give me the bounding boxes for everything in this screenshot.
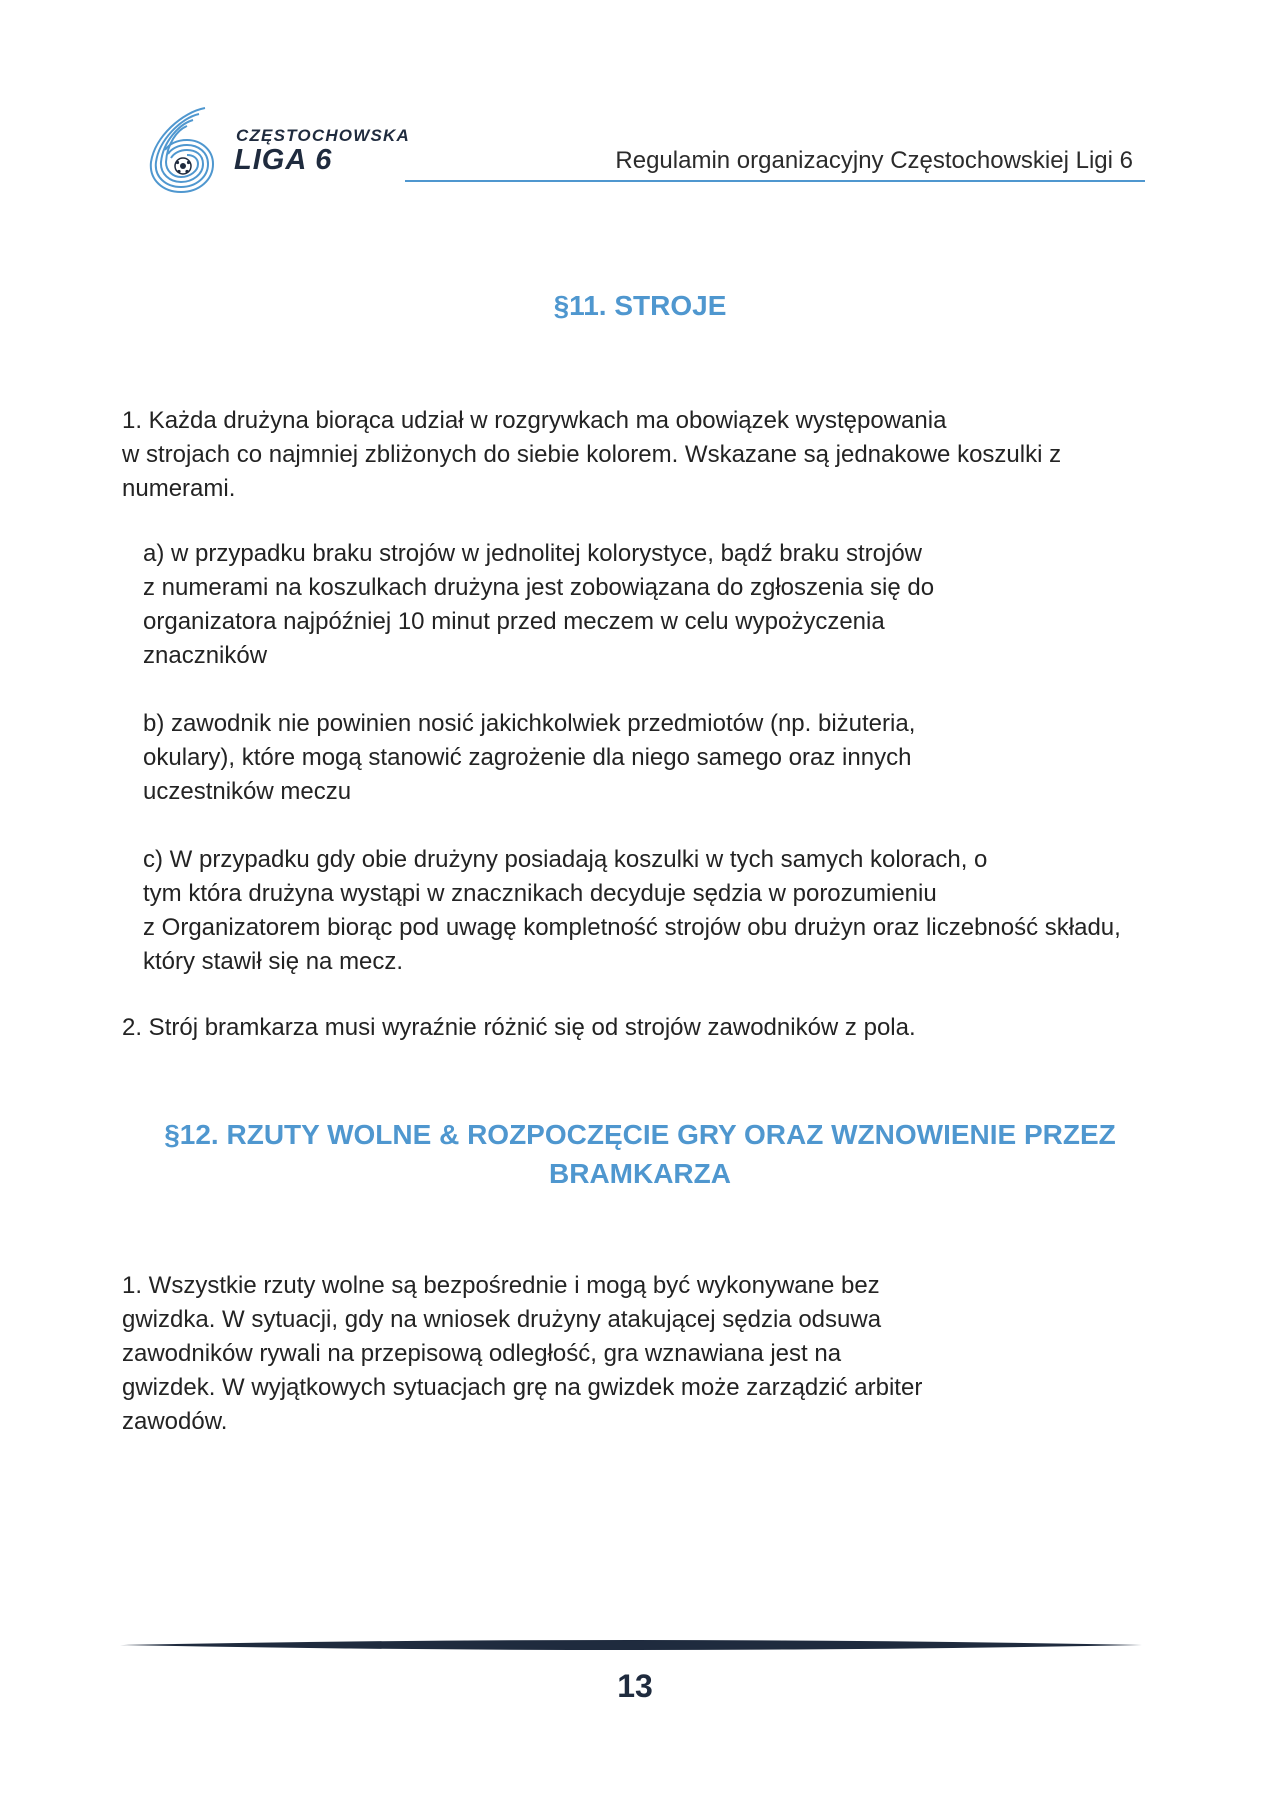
header-divider [405,180,1145,182]
section-11-paragraph-2: 2. Strój bramkarza musi wyraźnie różnić się od strojów zawodników z pola. [122,1014,916,1041]
section-11-paragraph-1: 1. Każda drużyna biorąca udział w rozgrywkach ma obowiązek występowania w strojach co najmniej zbliżonych do siebie kolorem. Wskazane są jednakowe koszulki z numerami. [122,407,1062,502]
document-title: Regulamin organizacyjny Częstochowskiej Ligi 6 [615,147,1133,174]
section-12-paragraph-1: 1. Wszystkie rzuty wolne są bezpośrednie i mogą być wykonywane bez gwizdka. W sytuacji, gdy na wniosek drużyny atakującej sędzia odsuwa zawodników rywali na przepisową odległość, gra wznawiana jest na gwizdek. W wyjątkowych sytuacjach grę na gwizdek może zarządzić arbiter zawodów. [122,1272,923,1435]
section-11-point-c: c) W przypadku gdy obie drużyny posiadają koszulki w tych samych kolorach, o tym która drużyna wystąpi w znacznikach decyduje sędzia w porozumieniu z Organizatorem biorąc pod uwagę kompletność strojów obu drużyn oraz liczebność składu, który stawił się na mecz. [143,846,1121,975]
brand-name-line2: LIGA 6 [234,144,333,176]
section-12-heading-line2: BRAMKARZA [549,1158,731,1189]
section-12-heading [140,1115,1140,1193]
liga6-logo-icon [143,106,221,194]
section-11-point-b: b) zawodnik nie powinien nosić jakichkolwiek przedmiotów (np. biżuteria, okulary), które mogą stanowić zagrożenie dla niego samego oraz innych uczestników meczu [143,710,916,805]
page-number: 13 [617,1668,653,1704]
footer-divider [120,1638,1142,1652]
brand-name-line1: CZĘSTOCHOWSKA [236,126,410,145]
section-11-point-a: a) w przypadku braku strojów w jednolitej kolorystyce, bądź braku strojów z numerami na koszulkach drużyna jest zobowiązana do zgłoszenia się do organizatora najpóźniej 10 minut przed meczem w celu wypożyczenia znaczników [143,540,935,669]
section-11-heading: §11. STROJE [553,290,727,321]
section-12-heading-line1: §12. RZUTY WOLNE & ROZPOCZĘCIE GRY ORAZ WZNOWIENIE PRZEZ [164,1119,1116,1150]
